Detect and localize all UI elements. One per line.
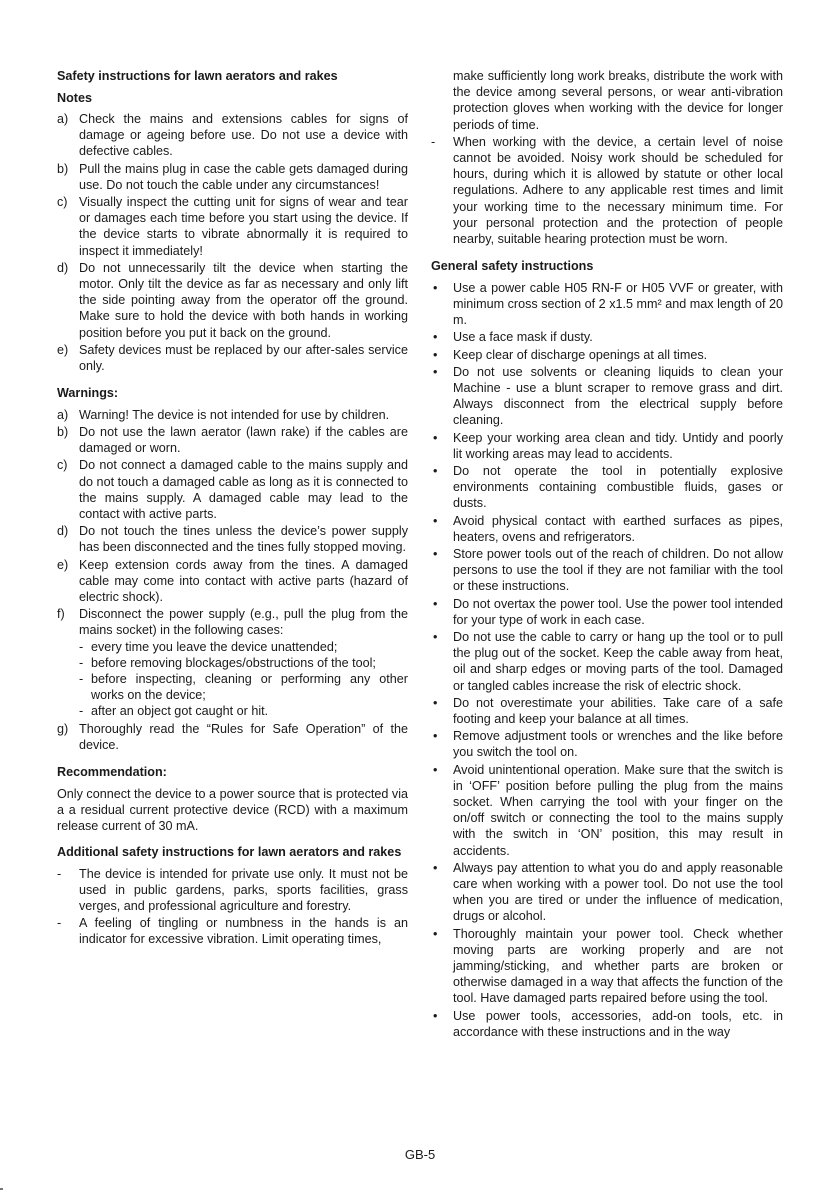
- bullet-icon: •: [433, 513, 438, 528]
- list-item: a) Warning! The device is not intended for use by children.: [57, 407, 390, 422]
- sub-item: - before inspecting, cleaning or performing any other works on the device;: [79, 672, 408, 703]
- bullet-icon: •: [433, 596, 438, 611]
- bullet-item: • Use a power cable H05 RN-F or H05 VVF or greater, with minimum cross section of 2 x1.5 mm² and max length of 20 m.: [433, 280, 783, 328]
- notes-list: [57, 111, 408, 374]
- additional-list-continued: [431, 134, 783, 247]
- bullet-item: • Store power tools out of the reach of children. Do not allow persons to use the tool if they are not familiar with the tool or these instructions.: [433, 546, 783, 594]
- list-item: f) Disconnect the power supply (e.g., pull the plug from the mains socket) in the following cases: - every time you leave the device unattended; - before removing blockages/obstructions of the tool; - before inspecting, cleaning or performing any other works on the device; - after an object got caught or hit.: [57, 607, 408, 719]
- bullet-icon: •: [433, 860, 438, 875]
- bullet-item: • Remove adjustment tools or wrenches and the like before you switch the tool on.: [433, 729, 783, 760]
- continued-text: make sufficiently long work breaks, distribute the work with the device among several persons, or wear anti-vibration protection gloves when working with the device for longer periods of time.: [453, 69, 783, 132]
- bullet-icon: •: [433, 347, 438, 362]
- list-item: - A feeling of tingling or numbness in the hands is an indicator for excessive vibration. Limit operating times,: [57, 916, 408, 947]
- right-column: [431, 68, 783, 1041]
- scan-edge-mark: [0, 1188, 3, 1190]
- bullet-item: • Do not overestimate your abilities. Take care of a safe footing and keep your balance at all times.: [433, 695, 783, 727]
- bullet-icon: •: [433, 546, 438, 561]
- bullet-item: • Keep your working area clean and tidy. Untidy and poorly lit working areas may lead to accidents.: [433, 430, 783, 461]
- list-item: c) Do not connect a damaged cable to the mains supply and do not touch a damaged cable as long as it is connected to the mains supply. A damaged cable may lead to the contact with active parts.: [57, 458, 408, 521]
- bullet-icon: •: [433, 926, 438, 941]
- bullet-icon: •: [433, 463, 438, 478]
- bullet-icon: •: [433, 430, 438, 445]
- sub-item: - every time you leave the device unattended;: [79, 639, 338, 654]
- recommendation-text: Only connect the device to a power source that is protected via a a residual current protective device (RCD) with a maximum release current of 30 mA.: [57, 786, 408, 833]
- sub-item: - before removing blockages/obstructions of the tool;: [79, 655, 376, 670]
- general-heading: General safety instructions: [431, 259, 594, 274]
- bullet-icon: •: [433, 695, 438, 710]
- list-item: - The device is intended for private use only. It must not be used in public gardens, parks, sports facilities, grass verges, and professional agriculture and forestry.: [57, 866, 408, 914]
- list-item: a) Check the mains and extensions cables for signs of damage or ageing before use. Do not use a device with defective cables.: [57, 112, 408, 159]
- bullet-icon: •: [433, 280, 438, 295]
- general-list: [431, 280, 783, 1040]
- bullet-icon: •: [433, 1008, 438, 1023]
- notes-heading: Notes: [57, 90, 92, 105]
- section-title: Safety instructions for lawn aerators and rakes: [57, 69, 338, 83]
- list-item: - When working with the device, a certain level of noise cannot be avoided. Noisy work should be scheduled for hours, during which it is allowed by statute or other local regulations. Adhere to any applicable rest times and limit your working time to the necessary minimum time. For your personal protection and the protection of people nearby, suitable hearing protection must be worn.: [431, 134, 783, 247]
- list-item: d) Do not touch the tines unless the device’s power supply has been disconnected and the tines fully stopped moving.: [57, 524, 408, 555]
- bullet-icon: •: [433, 762, 438, 777]
- bullet-item: • Avoid physical contact with earthed surfaces as pipes, heaters, ovens and refrigerators.: [433, 513, 783, 544]
- bullet-item: • Always pay attention to what you do and apply reasonable care when working with a power tool. Do not use the tool when you are tired or under the influence of medication, drugs or alcohol.: [433, 860, 783, 924]
- list-item: d) Do not unnecessarily tilt the device when starting the motor. Only tilt the device as far as necessary and only lift the side pointing away from the operator off the ground. Make sure to hold the device with both hands in working position before you put it back on the ground.: [57, 260, 408, 340]
- bullet-item: • Avoid unintentional operation. Make sure that the switch is in ‘OFF’ position before pulling the plug from the mains socket. When carrying the tool with your finger on the on/off switch or connecting the tool to the mains supply with the switch in ‘ON’ position, this may result in accidents.: [433, 762, 783, 858]
- list-item: g) Thoroughly read the “Rules for Safe Operation” of the device.: [57, 721, 408, 752]
- bullet-item: • Keep clear of discharge openings at all times.: [433, 347, 708, 362]
- bullet-icon: •: [433, 364, 438, 379]
- bullet-item: • Use a face mask if dusty.: [433, 330, 593, 345]
- warnings-heading: Warnings:: [57, 386, 119, 401]
- bullet-icon: •: [433, 330, 438, 345]
- bullet-icon: •: [433, 630, 438, 644]
- list-item: b) Pull the mains plug in case the cable gets damaged during use. Do not touch the cable under any circumstances!: [57, 161, 408, 192]
- list-item: e) Keep extension cords away from the tines. A damaged cable may come into contact with active parts (hazard of electric shock).: [57, 557, 408, 604]
- bullet-item: • Do not use the cable to carry or hang up the tool or to pull the plug out of the socket. Keep the cable away from heat, oil and sharp edges or moving parts of the tool. Damaged or tangled cables increase the risk of electric shock.: [433, 630, 783, 693]
- bullet-item: • Do not overtax the power tool. Use the power tool intended for your type of work in each case.: [433, 596, 783, 627]
- bullet-item: • Do not use solvents or cleaning liquids to clean your Machine - use a blunt scraper to remove grass and dirt. Always disconnect from the electrical supply before cleaning.: [433, 364, 783, 428]
- list-item: e) Safety devices must be replaced by our after-sales service only.: [57, 342, 408, 374]
- list-item: c) Visually inspect the cutting unit for signs of wear and tear or damages each time before you start using the device. If the device starts to vibrate abnormally it is required to inspect it immediately!: [57, 195, 408, 258]
- bullet-item: • Thoroughly maintain your power tool. Check whether moving parts are working properly and are not jamming/sticking, and whether parts are broken or otherwise damaged in a way that affects the function of the tool. Have damaged parts repaired before using the tool.: [433, 926, 783, 1006]
- bullet-item: • Use power tools, accessories, add-on tools, etc. in accordance with these instructions and in the way: [433, 1008, 783, 1039]
- additional-heading: Additional safety instructions for lawn aerators and rakes: [57, 845, 402, 860]
- recommendation-heading: Recommendation:: [57, 765, 167, 780]
- sub-item: - after an object got caught or hit.: [79, 704, 269, 719]
- page-number: GB-5: [404, 1147, 436, 1162]
- warnings-list: [57, 407, 408, 753]
- left-column: [57, 68, 408, 949]
- list-item: b) Do not use the lawn aerator (lawn rake) if the cables are damaged or worn.: [57, 424, 408, 456]
- additional-list: [57, 866, 408, 948]
- bullet-item: • Do not operate the tool in potentially explosive environments containing combustible fluids, gases or dusts.: [433, 463, 783, 511]
- bullet-icon: •: [433, 729, 438, 744]
